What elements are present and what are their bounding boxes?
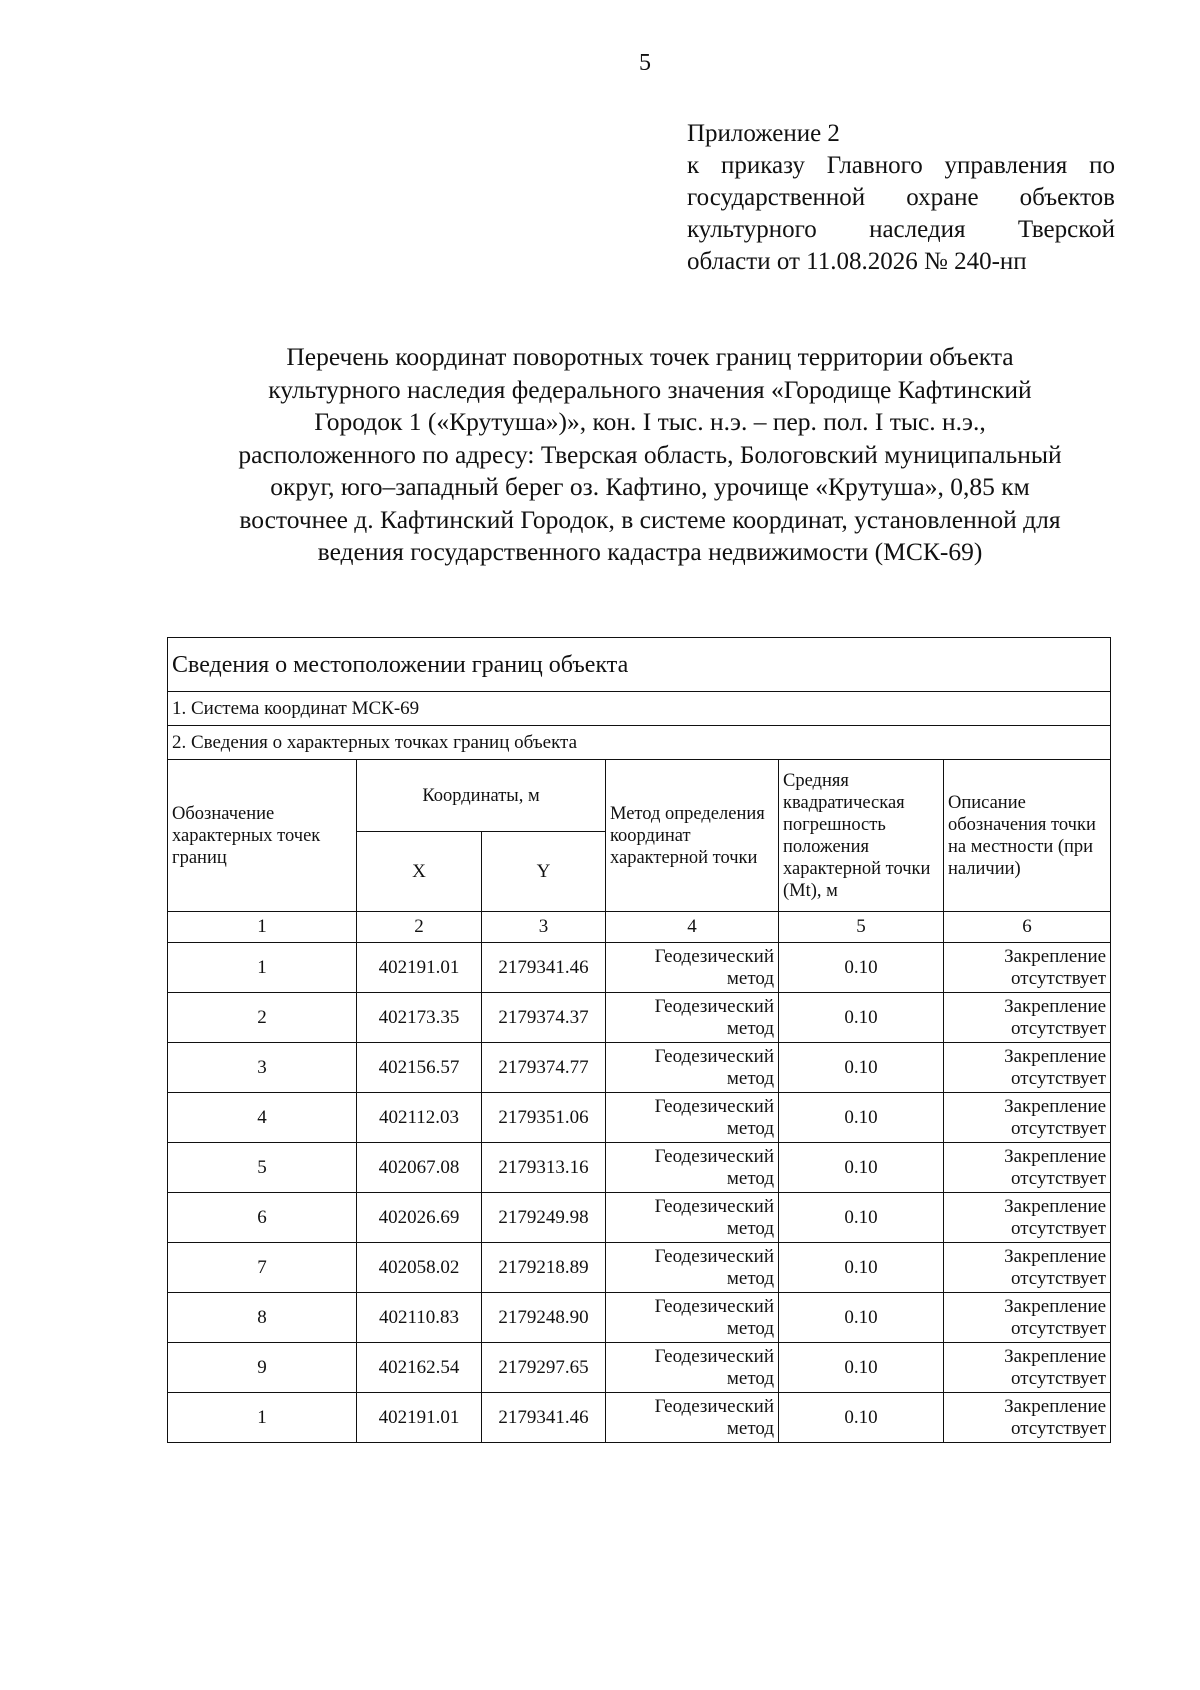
header-x: X — [357, 832, 482, 912]
title-line: восточнее д. Кафтинский Городок, в системе координат, установленной для — [239, 504, 1061, 534]
description-line: отсутствует — [1011, 1267, 1107, 1289]
appendix-line: государственной охране объектов — [687, 184, 1115, 211]
method-cell — [606, 1043, 779, 1093]
coord-y: 2179351.06 — [482, 1093, 606, 1143]
description-line: отсутствует — [1011, 1217, 1107, 1239]
method-line: Геодезический — [654, 995, 774, 1017]
title-line: Городок 1 («Крутуша»)», кон. I тыс. н.э. – пер. пол. I тыс. н.э., — [314, 407, 986, 436]
description-line: отсутствует — [1011, 1117, 1107, 1139]
error-value: 0.10 — [779, 993, 944, 1043]
coord-y: 2179248.90 — [482, 1293, 606, 1343]
table-row — [168, 1143, 1111, 1193]
coord-y: 2179341.46 — [482, 943, 606, 993]
column-number: 1 — [168, 912, 357, 943]
description-line: Закрепление — [1004, 1145, 1107, 1167]
table-row — [168, 1193, 1111, 1243]
appendix-line: Приложение 2 — [687, 120, 840, 147]
column-number: 4 — [606, 912, 779, 943]
error-value: 0.10 — [779, 1193, 944, 1243]
description-line: Закрепление — [1004, 1245, 1107, 1267]
coord-x: 402112.03 — [357, 1093, 482, 1143]
coord-y: 2179249.98 — [482, 1193, 606, 1243]
description-cell — [944, 1143, 1111, 1193]
point-number: 9 — [168, 1343, 357, 1393]
error-value: 0.10 — [779, 1393, 944, 1443]
error-value: 0.10 — [779, 1143, 944, 1193]
title-line: расположенного по адресу: Тверская область, Бологовский муниципальный — [238, 439, 1062, 469]
coord-y: 2179218.89 — [482, 1243, 606, 1293]
method-line: метод — [726, 1217, 774, 1239]
description-line: отсутствует — [1011, 1167, 1107, 1189]
header-description: Описание обозначения точки на местности (при наличии) — [944, 760, 1111, 912]
column-number: 6 — [944, 912, 1111, 943]
appendix-line: к приказу Главного управления по — [687, 152, 1115, 179]
method-line: Геодезический — [654, 1045, 774, 1067]
method-cell — [606, 1243, 779, 1293]
method-line: метод — [726, 1417, 774, 1439]
header-y: Y — [482, 832, 606, 912]
table-row — [168, 1393, 1111, 1443]
coord-x: 402173.35 — [357, 993, 482, 1043]
coordinates-table — [167, 637, 1111, 1443]
description-line: отсутствует — [1011, 1317, 1107, 1339]
point-number: 3 — [168, 1043, 357, 1093]
description-cell — [944, 1193, 1111, 1243]
table-row — [168, 1093, 1111, 1143]
method-line: Геодезический — [654, 1295, 774, 1317]
title-line: культурного наследия федерального значения «Городище Кафтинский — [268, 374, 1032, 404]
column-number: 2 — [357, 912, 482, 943]
description-line: Закрепление — [1004, 1095, 1107, 1117]
description-line: Закрепление — [1004, 1345, 1107, 1367]
coord-x: 402191.01 — [357, 943, 482, 993]
method-line: Геодезический — [654, 1245, 774, 1267]
description-cell — [944, 1093, 1111, 1143]
description-line: Закрепление — [1004, 1395, 1107, 1417]
description-line: отсутствует — [1011, 1417, 1107, 1439]
document-title — [160, 341, 1140, 569]
column-number: 5 — [779, 912, 944, 943]
description-line: отсутствует — [1011, 1017, 1107, 1039]
table-row — [168, 1343, 1111, 1393]
point-number: 5 — [168, 1143, 357, 1193]
point-number: 1 — [168, 1393, 357, 1443]
description-line: отсутствует — [1011, 1367, 1107, 1389]
description-line: отсутствует — [1011, 967, 1107, 989]
point-number: 8 — [168, 1293, 357, 1343]
appendix-block — [687, 118, 1115, 278]
description-cell — [944, 1393, 1111, 1443]
method-cell — [606, 1193, 779, 1243]
description-line: Закрепление — [1004, 945, 1107, 967]
coord-system-row: 1. Система координат МСК-69 — [168, 692, 1111, 726]
method-line: метод — [726, 967, 774, 989]
coord-y: 2179313.16 — [482, 1143, 606, 1193]
method-cell — [606, 1343, 779, 1393]
description-cell — [944, 943, 1111, 993]
description-cell — [944, 1343, 1111, 1393]
title-line: ведения государственного кадастра недвижимости (МСК-69) — [317, 537, 983, 566]
appendix-line: культурного наследия Тверской — [687, 216, 1115, 243]
description-cell — [944, 1043, 1111, 1093]
method-cell — [606, 943, 779, 993]
column-number: 3 — [482, 912, 606, 943]
coord-y: 2179297.65 — [482, 1343, 606, 1393]
description-line: Закрепление — [1004, 1295, 1107, 1317]
point-number: 2 — [168, 993, 357, 1043]
method-cell — [606, 1093, 779, 1143]
page-number: 5 — [639, 50, 651, 76]
table-row — [168, 993, 1111, 1043]
method-line: Геодезический — [654, 1145, 774, 1167]
method-cell — [606, 993, 779, 1043]
coord-x: 402110.83 — [357, 1293, 482, 1343]
description-cell — [944, 1243, 1111, 1293]
method-cell — [606, 1393, 779, 1443]
method-line: метод — [726, 1167, 774, 1189]
point-number: 4 — [168, 1093, 357, 1143]
coord-y: 2179374.77 — [482, 1043, 606, 1093]
description-line: отсутствует — [1011, 1067, 1107, 1089]
description-line: Закрепление — [1004, 995, 1107, 1017]
table-row — [168, 1243, 1111, 1293]
method-line: Геодезический — [654, 1095, 774, 1117]
header-coords: Координаты, м — [357, 760, 606, 832]
header-method: Метод определения координат характерной точки — [606, 760, 779, 912]
method-line: метод — [726, 1017, 774, 1039]
method-line: Геодезический — [654, 1345, 774, 1367]
coord-x: 402156.57 — [357, 1043, 482, 1093]
point-number: 7 — [168, 1243, 357, 1293]
table-row — [168, 943, 1111, 993]
method-line: Геодезический — [654, 945, 774, 967]
header-error: Средняя квадратическая погрешность положения характерной точки (Mt), м — [779, 760, 944, 912]
coord-x: 402067.08 — [357, 1143, 482, 1193]
method-line: метод — [726, 1117, 774, 1139]
table-row — [168, 1293, 1111, 1343]
description-line: Закрепление — [1004, 1195, 1107, 1217]
method-line: метод — [726, 1267, 774, 1289]
method-line: метод — [726, 1367, 774, 1389]
description-line: Закрепление — [1004, 1045, 1107, 1067]
table-row — [168, 1043, 1111, 1093]
method-cell — [606, 1143, 779, 1193]
section-title: Сведения о местоположении границ объекта — [168, 638, 1111, 692]
appendix-line: области от 11.08.2026 № 240-нп — [687, 248, 1027, 275]
coord-x: 402191.01 — [357, 1393, 482, 1443]
title-line: округ, юго–западный берег оз. Кафтино, урочище «Крутуша», 0,85 км — [270, 472, 1030, 501]
coord-x: 402162.54 — [357, 1343, 482, 1393]
points-title-row: 2. Сведения о характерных точках границ объекта — [168, 726, 1111, 760]
error-value: 0.10 — [779, 1093, 944, 1143]
method-line: Геодезический — [654, 1195, 774, 1217]
coord-y: 2179374.37 — [482, 993, 606, 1043]
error-value: 0.10 — [779, 1343, 944, 1393]
coord-x: 402026.69 — [357, 1193, 482, 1243]
error-value: 0.10 — [779, 1243, 944, 1293]
method-line: метод — [726, 1317, 774, 1339]
method-line: метод — [726, 1067, 774, 1089]
error-value: 0.10 — [779, 943, 944, 993]
point-number: 6 — [168, 1193, 357, 1243]
coord-y: 2179341.46 — [482, 1393, 606, 1443]
description-cell — [944, 993, 1111, 1043]
point-number: 1 — [168, 943, 357, 993]
description-cell — [944, 1293, 1111, 1343]
title-line: Перечень координат поворотных точек границ территории объекта — [286, 342, 1014, 371]
method-cell — [606, 1293, 779, 1343]
method-line: Геодезический — [654, 1395, 774, 1417]
header-designation: Обозначение характерных точек границ — [168, 760, 357, 912]
error-value: 0.10 — [779, 1043, 944, 1093]
coord-x: 402058.02 — [357, 1243, 482, 1293]
error-value: 0.10 — [779, 1293, 944, 1343]
